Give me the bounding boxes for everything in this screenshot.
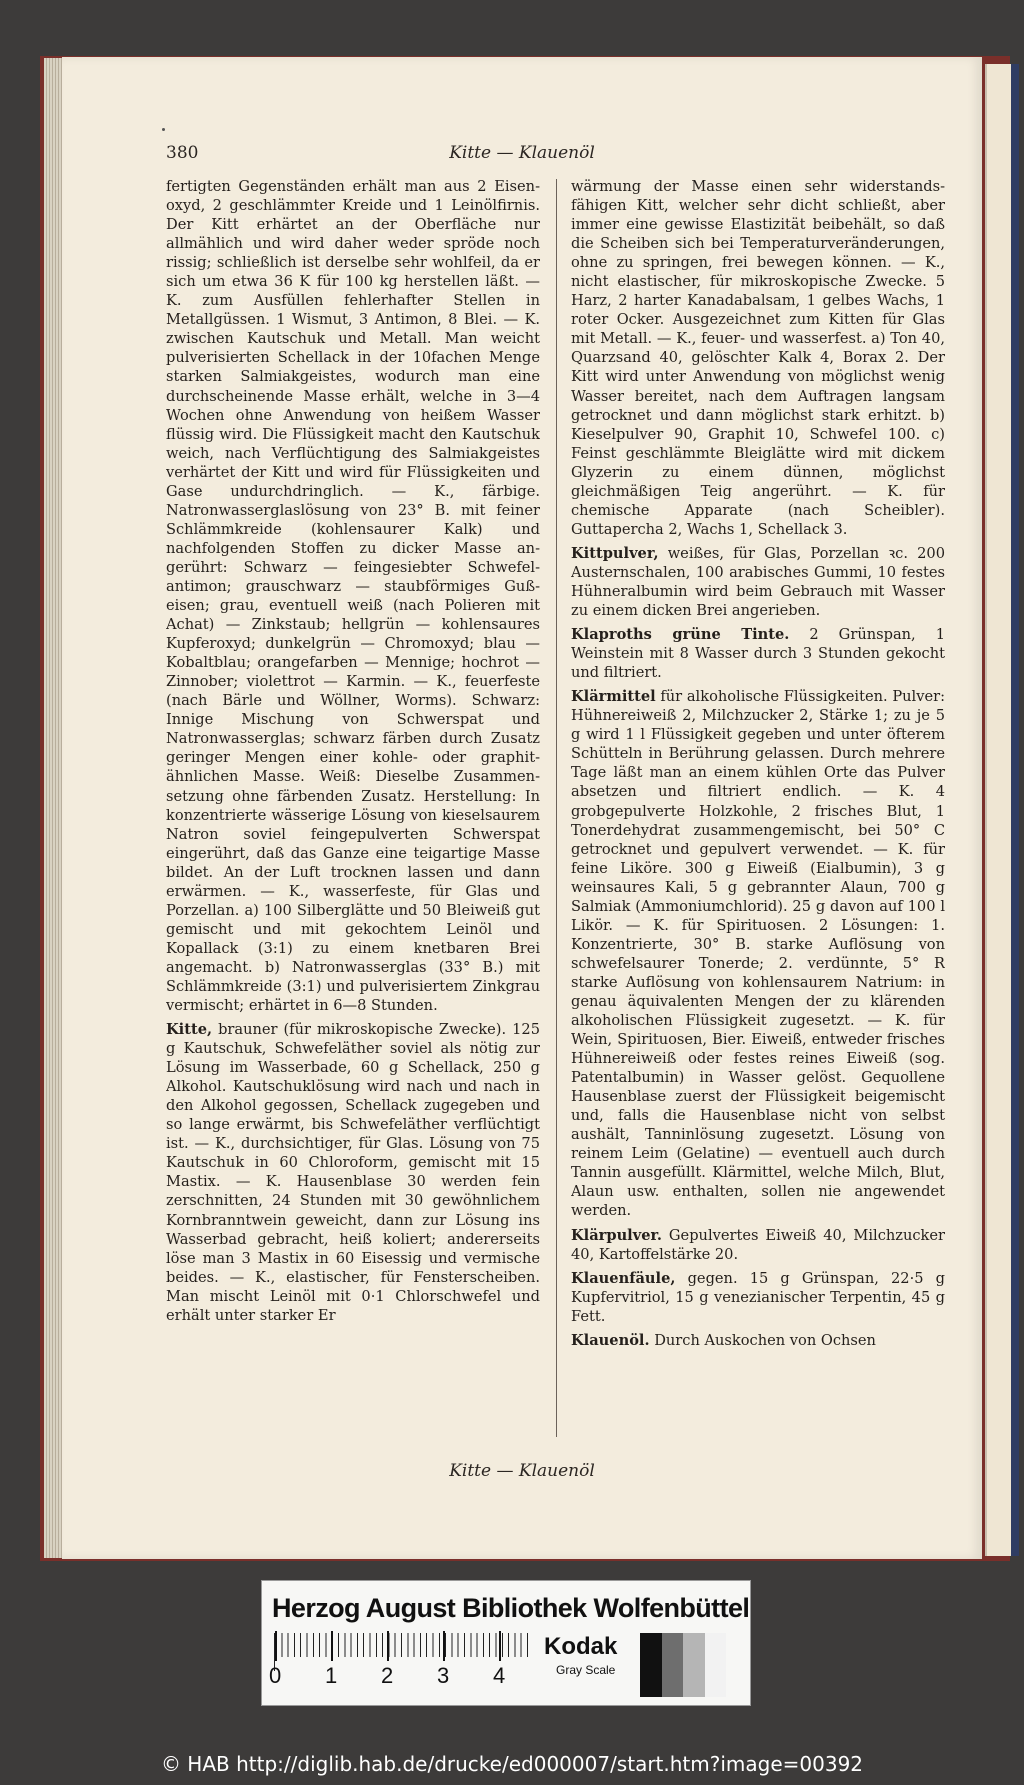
entry-text: gegen. 15 g Grünspan, 22·5 g Kupfervitriol, 15 g venezianischer Terpentin, 45 g Fett. xyxy=(571,1269,945,1325)
ruler-major-tick xyxy=(443,1631,445,1661)
ruler-number: 4 xyxy=(493,1663,506,1688)
facing-page-edge xyxy=(985,64,1019,1556)
entry-headword: Klauenfäule, xyxy=(571,1269,676,1287)
book-page xyxy=(62,57,982,1559)
entry-text: 2 Grünspan, 1 Weinstein mit 8 Wasser durch 3 Stunden gekocht und filtriert. xyxy=(571,626,945,682)
dictionary-entry xyxy=(571,687,945,1220)
ruler-number: 1 xyxy=(325,1663,338,1688)
ruler-major-tick xyxy=(499,1631,501,1661)
right-column xyxy=(571,177,945,1429)
left-column xyxy=(166,177,540,1429)
entry-text: Gepulvertes Eiweiß 40, Milchzucker 40, Kartoffelstärke 20. xyxy=(571,1226,945,1263)
gray-patch xyxy=(683,1633,705,1697)
entry-headword: Klauenöl. xyxy=(571,1331,650,1349)
scale-ruler xyxy=(269,1633,530,1688)
dictionary-entry xyxy=(571,1269,945,1326)
library-name: Herzog August Bibliothek Wolfenbüttel xyxy=(272,1593,750,1623)
dictionary-entry xyxy=(571,625,945,682)
entry-text: Durch Auskochen von Ochsen xyxy=(649,1331,876,1349)
gray-patch xyxy=(662,1633,684,1697)
page-number: 380 xyxy=(166,143,199,163)
dictionary-entry xyxy=(571,177,945,539)
dictionary-entry xyxy=(571,1226,945,1264)
entry-headword: Klärpulver. xyxy=(571,1226,662,1244)
ruler-ticks xyxy=(275,1633,530,1657)
kodak-logo: Kodak xyxy=(544,1633,618,1660)
dictionary-entry xyxy=(571,1331,945,1350)
dictionary-entry xyxy=(166,177,540,1015)
entry-text: fertigten Gegenständen erhält man aus 2 Eisenoxyd, 2 geschlämmter Kreide und 1 Leinölfirnis. Der Kitt erhärtet an der Oberfläche nur allmählich und wird daher weder spröde noch rissig; schließlich ist derselbe sehr wohlfeil, da er sich um etwa 36 K für 100 kg herstellen läßt. — K. zum Ausfüllen fehlerhafter Stellen in Metallgüssen. 1 Wismut, 3 Antimon, 8 Blei. — K. zwischen Kautschuk und Metall. Man weicht pulverisierten Schellack in der 10fachen Menge starken Salmiakgeistes, wodurch man eine durchscheinende Masse erhält, welche in 3—4 Wochen ohne Anwendung von heißem Wasser flüssig wird. Die Flüssigkeit macht den Kautschuk weich, nach Verflüchtigung des Salmiakgeistes verhärtet der Kitt und wird für Flüssigkeiten und Gase undurchdringlich. — K., färbige. Natronwasserglaslösung von 23° B. mit feiner Schlämmkreide (kohlensaurer Kalk) und nachfolgenden Stoffen zu dicker Masse angerührt: Schwarz — feingesiebter Schwefelantimon; grauschwarz — staubförmiges Gußeisen; grau, eventuell weiß (nach Polieren mit Achat) — Zinkstaub; hellgrün — kohlensaures Kupferoxyd; dunkelgrün — Chromoxyd; blau — Kobaltblau; orangefarben — Mennige; hochrot — Zinnober; violettrot — Karmin. — K., feuerfeste (nach Bärle und Wöllner, Worms). Schwarz: Innige Mischung von Schwerspat und Natronwasserglas; schwarz färben durch Zusatz geringer Mengen einer kohle- oder graphitähnlichen Masse. Weiß: Dieselbe Zusammensetzung ohne färbenden Zusatz. Herstellung: In konzentrierte wässerige Lösung von kieselsaurem Natron soviel feingepulverten Schwerspat eingerührt, daß das Ganze eine teigartige Masse bildet. An der Luft trocknen lassen und dann erwärmen. — K., wasserfeste, für Glas und Porzellan. a) 100 Silberglätte und 50 Bleiweiß gut gemischt und mit gekochtem Leinöl und Kopallack (3:1) zu einem knetbaren Brei angemacht. b) Natronwasserglas (33° B.) mit Schlämmkreide (3:1) und pulverisiertem Zinkgrau vermischt; erhärtet in 6—8 Stunden. xyxy=(166,178,540,1015)
page-footer: Kitte — Klauenöl xyxy=(449,1461,595,1481)
image-credit: © HAB http://diglib.hab.de/drucke/ed000007/start.htm?image=00392 xyxy=(160,1752,864,1776)
ruler-major-tick xyxy=(387,1631,389,1661)
gray-patches xyxy=(640,1633,726,1697)
entry-text: wärmung der Masse einen sehr widerstandsfähigen Kitt, welcher sehr dicht schließt, aber immer eine gewisse Elastizität beibehält, so daß die Scheiben sich bei Temperaturveränderungen, ohne zu springen, frei bewegen können. — K., nicht elastischer, für mikroskopische Zwecke. 5 Harz, 2 harter Kanadabalsam, 1 gelbes Wachs, 1 roter Ocker. Ausgezeichnet zum Kitten für Glas mit Metall. — K., feuer- und wasserfest. a) Ton 40, Quarzsand 40, gelöschter Kalk 4, Borax 2. Der Kitt wird unter Anwendung von möglichst wenig Wasser bereitet, nach dem Auftragen langsam getrocknet und dann möglichst stark erhitzt. b) Kieselpulver 90, Graphit 10, Schwefel 100. c) Feinst geschlämmte Bleiglätte wird mit dickem Glyzerin zu einem dünnen, möglichst gleichmäßigen Teig angerührt. — K. für chemische Apparate (nach Scheibler). Guttapercha 2, Wachs 1, Schellack 3. xyxy=(571,178,945,538)
ruler-number: 0 xyxy=(269,1663,282,1688)
dictionary-entry xyxy=(166,1020,540,1325)
speck-mark xyxy=(162,128,165,131)
gray-scale-label: Gray Scale xyxy=(556,1663,616,1677)
entry-headword: Klärmittel xyxy=(571,688,656,706)
ruler-major-tick xyxy=(331,1631,333,1661)
entry-text: für alkoholische Flüssigkeiten. Pulver: Hühnereiweiß 2, Milchzucker 2, Stärke 1; zu je 5 g wird 1 l Flüssigkeit gegeben und unter öfterem Schütteln in Berührung gelassen. Durch mehrere Tage läßt man an einem kühlen Orte das Pulver absetzen und filtriert endlich. — K. 4 grobgepulverte Holzkohle, 2 frisches Blut, 1 Tonerdehydrat zusammengemischt, bei 50° C getrocknet und gepulvert verwendet. — K. für feine Liköre. 300 g Eiweiß (Eialbumin), 3 g weinsaures Kali, 5 g gebrannter Alaun, 700 g Salmiak (Ammoniumchlorid). 25 g davon auf 100 l Likör. — K. für Spirituosen. 2 Lösungen: 1. Konzentrierte, 30° B. starke Auflösung von schwefelsaurer Tonerde; 2. verdünnte, 5° R starke Auflösung von kohlensaurem Natrium: in genau äquivalenten Mengen der zu klärenden alkoholischen Flüssigkeit zugesetzt. — K. für Wein, Spirituosen, Bier. Eiweiß, entweder frisches Hühnereiweiß oder festes reines Eiweiß (sog. Patentalbumin) in Wasser gelöst. Gequollene Hausenblase zuerst der Flüssigkeit beigemischt und, falls die Hausenblase nicht von selbst aushält, Tanninlösung zugesetzt. Lösung von reinem Leim (Gelatine) — eventuell auch durch Tannin ausgefüllt. Klärmittel, welche Milch, Blut, Alaun usw. enthalten, sollen nie angewendet werden. xyxy=(571,688,945,1220)
entry-headword: Kittpulver, xyxy=(571,544,659,562)
cover-strip xyxy=(1011,64,1019,1556)
entry-text: weißes, für Glas, Porzellan ꝛc. 200 Austernschalen, 100 arabisches Gummi, 10 festes Hühneralbumin wird beim Gebrauch mit Wasser zu einem dicken Brei angerieben. xyxy=(571,544,945,620)
page-header xyxy=(62,143,982,173)
running-head: Kitte — Klauenöl xyxy=(449,143,595,163)
gray-patch xyxy=(640,1633,662,1697)
ruler-number: 2 xyxy=(381,1663,394,1688)
entry-headword: Klaproths grüne Tinte. xyxy=(571,626,790,644)
ruler-number: 3 xyxy=(437,1663,450,1688)
entry-text: brauner (für mikroskopische Zwecke). 125 g Kautschuk, Schwefeläther soviel als nötig zur Lösung im Wasserbade, 60 g Schellack, 250 g Alkohol. Kautschuklösung wird nach und nach in den Alkohol gegossen, Schellack zugegeben und so lange erwärmt, bis Schwefeläther verflüchtigt ist. — K., durchsichtiger, für Glas. Lösung von 75 Kautschuk in 60 Chloroform, gemischt mit 15 Mastix. — K. Hausenblase 30 werden fein zerschnitten, 24 Stunden mit 30 gewöhnlichem Kornbranntwein geweicht, dann zur Lösung ins Wasserbad gebracht, heiß koliert; andererseits löse man 3 Mastix in 60 Eisessig und vermische beides. — K., elastischer, für Fensterscheiben. Man mischt Leinöl mit 0·1 Chlorschwefel und erhält unter starker Er xyxy=(166,1021,540,1324)
color-target-card xyxy=(261,1580,751,1706)
dictionary-entry xyxy=(571,544,945,620)
entry-headword: Kitte, xyxy=(166,1021,213,1039)
ruler-major-tick xyxy=(275,1631,277,1661)
gray-patch xyxy=(705,1633,727,1697)
column-divider xyxy=(556,179,557,1437)
